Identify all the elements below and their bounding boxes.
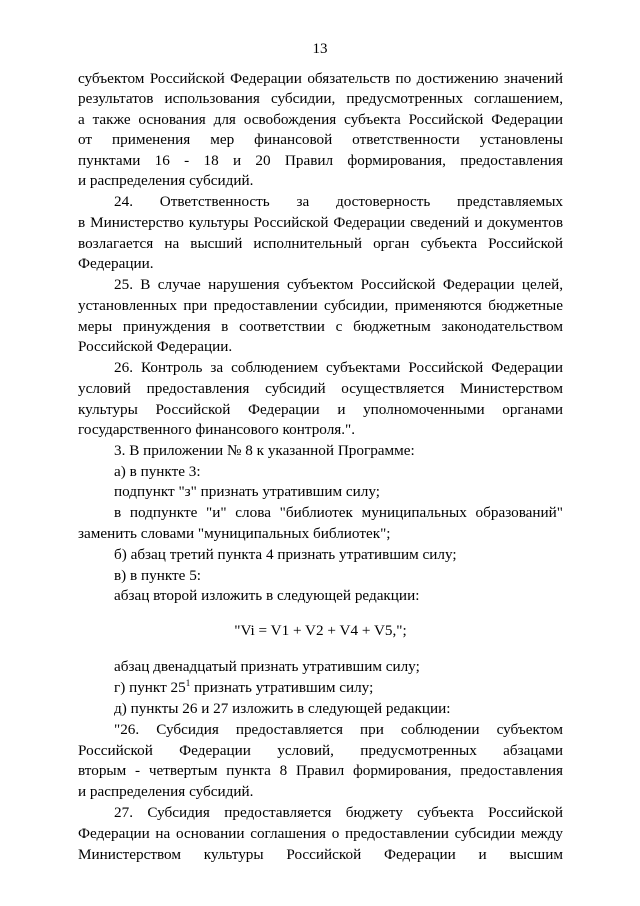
text-line: культуры Российской Федерации и уполномоченными органами	[78, 401, 563, 418]
text-line: Российской Федерации.	[78, 338, 233, 355]
text-line: возлагается на высший исполнительный орган субъекта Российской	[78, 235, 563, 252]
text-line: в) в пункте 5:	[114, 567, 202, 584]
text-line: абзац двенадцатый признать утратившим силу;	[114, 658, 420, 675]
text-line: а) в пункте 3:	[114, 463, 201, 480]
text-line: 25. В случае нарушения субъектом Российской Федерации целей,	[114, 276, 563, 293]
text-segment: г) пункт 25	[114, 679, 186, 696]
text-line: подпункт "з" признать утратившим силу;	[114, 483, 380, 500]
text-line: 24. Ответственность за достоверность представляемых	[114, 193, 563, 210]
text-line: меры принуждения в соответствии с бюджетным законодательством	[78, 318, 563, 335]
text-line: 27. Субсидия предоставляется бюджету субъекта Российской	[114, 804, 563, 821]
text-line: Министерством культуры Российской Федерации и высшим	[78, 846, 563, 863]
text-line: 26. Контроль за соблюдением субъектами Российской Федерации	[114, 359, 563, 376]
text-line: государственного финансового контроля.".	[78, 421, 356, 438]
text-line: абзац второй изложить в следующей редакции:	[114, 587, 420, 604]
text-line: вторым - четвертым пункта 8 Правил формирования, предоставления	[78, 762, 563, 779]
text-line: и распределения субсидий.	[78, 783, 254, 800]
text-line: заменить словами "муниципальных библиотек";	[78, 525, 391, 542]
text-line: и распределения субсидий.	[78, 172, 254, 189]
text-line: Федерации на основании соглашения о предоставлении субсидии между	[78, 825, 563, 842]
text-line: установленных при предоставлении субсидии, применяются бюджетные	[78, 297, 563, 314]
text-line: б) абзац третий пункта 4 признать утратившим силу;	[114, 546, 457, 563]
text-line: а также основания для освобождения субъекта Российской Федерации	[78, 111, 563, 128]
text-line: "26. Субсидия предоставляется при соблюдении субъектом	[114, 721, 563, 738]
text-line: в подпункте "и" слова "библиотек муниципальных образований"	[114, 504, 563, 521]
superscript: 1	[185, 678, 191, 688]
text-line: в Министерство культуры Российской Федерации сведений и документов	[78, 214, 563, 231]
text-line: Российской Федерации условий, предусмотренных абзацами	[78, 742, 563, 759]
text-line: 3. В приложении № 8 к указанной Программе:	[114, 442, 415, 459]
text-segment: признать утратившим силу;	[190, 679, 374, 696]
text-line: пунктами 16 - 18 и 20 Правил формирования, предоставления	[78, 152, 563, 169]
text-line: Федерации.	[78, 255, 154, 272]
text-line	[114, 677, 563, 698]
text-line: условий предоставления субсидий осуществляется Министерством	[78, 380, 563, 397]
page-number: 13	[312, 41, 328, 57]
formula-line: "Vi = V1 + V2 + V4 + V5,";	[234, 622, 407, 639]
text-line: субъектом Российской Федерации обязательств по достижению значений	[78, 70, 563, 87]
text-line: результатов использования субсидии, предусмотренных соглашением,	[78, 90, 563, 107]
text-line: от применения мер финансовой ответственности установлены	[78, 131, 563, 148]
text-line: д) пункты 26 и 27 изложить в следующей редакции:	[114, 700, 451, 717]
